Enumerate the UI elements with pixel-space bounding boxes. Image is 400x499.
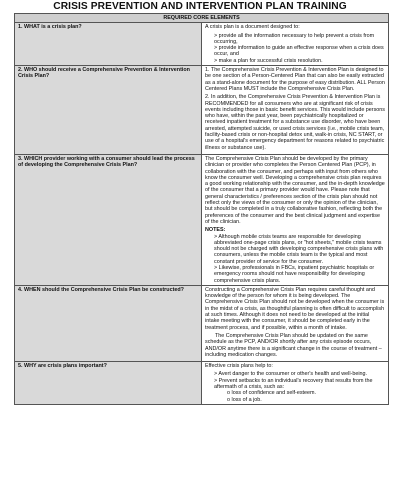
bullet-list (214, 371, 385, 390)
question-cell: 4. WHEN should the Comprehensive Crisis Plan be constructed? (15, 285, 202, 361)
question-cell: 2. WHO should receive a Comprehensive Prevention & Intervention Crisis Plan? (15, 66, 202, 155)
answer-text: 1. The Comprehensive Crisis Prevention & Intervention Plan is designed to be one section of a Person-Centered Plan that can also be easily extracted as a stand-alone document for the purpose of easy distribution. ALL Person Centered Plans MUST include the Comprehensive Crisis Plan. (205, 67, 385, 92)
table-row (15, 66, 389, 155)
bullet-list (214, 33, 385, 64)
answer-cell (202, 23, 389, 66)
question-cell: 5. WHY are crisis plans important? (15, 362, 202, 405)
list-item: > provide information to guide an effective response when a crisis does occur, and (214, 45, 385, 58)
answer-text: The Comprehensive Crisis Plan should be developed by the primary clinician or provider who completes the Person Centered Plan (PCP), in collaboration with the consumer, and perhaps with input from others who know the consumer well. Developing a comprehensive crisis plan requires a good working relationship with the consumer, and the in-depth knowledge of the consumer that a primary provider would have. Please note that general characteristics / preferences section of the crisis plan should not reflect only the views of the consumer or only the opinion of the clinician, but should be completed in a truly collaborative fashion, reflecting both the preferences of the consumer and the best clinical judgment and expertise of the clinician. (205, 155, 385, 225)
answer-cell (202, 154, 389, 285)
list-item: > provide all the information necessary to help prevent a crisis from occurring, (214, 33, 385, 46)
list-item: > Likewise, professionals in FBCs, inpatient psychiatric hospitals or emergency rooms should not have responsibility for developing comprehensive crisis plans. (214, 265, 385, 284)
list-item: o loss of a job. (227, 397, 385, 403)
list-item: > Although mobile crisis teams are responsible for developing abbreviated one-page crisis plans, or "hot sheets," mobile crisis teams should not be charged with developing comprehensive crisis plans with consumers, unless the mobile crisis team is the typical and most constant provider of service for the consumer. (214, 234, 385, 265)
question-cell: 1. WHAT is a crisis plan? (15, 23, 202, 66)
question-cell: 3. WHICH provider working with a consumer should lead the process of developing the Comprehensive Crisis Plan? (15, 154, 202, 285)
sub-list (227, 390, 385, 403)
list-item: > Prevent setbacks to an individual's recovery that results from the aftermath of a crisis, such as: (214, 378, 385, 391)
table-row (15, 23, 389, 66)
answer-cell (202, 285, 389, 361)
answer-text: Effective crisis plans help to: (205, 363, 273, 370)
answer-cell (202, 362, 389, 405)
notes-label: NOTES: (205, 227, 226, 234)
table-row (15, 362, 389, 405)
table-header: REQUIRED CORE ELEMENTS (15, 14, 389, 23)
core-elements-table (14, 13, 389, 405)
list-item: > make a plan for successful crisis resolution. (214, 58, 385, 64)
answer-cell (202, 66, 389, 155)
answer-text: The Comprehensive Crisis Plan should be updated on the same schedule as the PCP, AND/OR shortly after any crisis episode occurs, AND/OR anytime there is a significant change in the course of treatment – including medication changes. (205, 332, 382, 358)
answer-text: 2. In addition, the Comprehensive Crisis Prevention & Intervention Plan is RECOMMENDED for all consumers who are at significant risk of crisis events including those in basic benefit services. This would include persons who have, within the past year, been psychiatrically hospitalized or received inpatient treatment for a substance use disorder, who have been arrested, attempted suicide, or used crisis services (i.e., mobile crisis team, facility-based crisis or non-hospital detox unit, walk-in crisis, NC START, or use of a hospital's emergency department for reasons related to psychiatric illness or substance use). (205, 94, 385, 151)
answer-text: Constructing a Comprehensive Crisis Plan requires careful thought and knowledge of the person for whom it is being developed. The Comprehensive Crisis Plan should not be developed when the consumer is in the midst of a crisis, as thoughtful planning is often difficult to accomplish at such times. Although it does not need to be developed at the initial intake meeting with the consumer, it should be completed early in the treatment process, and if possible, within a month of intake. (205, 286, 385, 331)
bullet-list (214, 234, 385, 284)
table-row (15, 285, 389, 361)
list-item: > Avert danger to the consumer or other's health and well-being. (214, 371, 385, 377)
answer-text: A crisis plan is a document designed to: (205, 24, 300, 31)
table-row (15, 154, 389, 285)
list-item: o loss of confidence and self-esteem. (227, 390, 385, 396)
document-title: CRISIS PREVENTION AND INTERVENTION PLAN TRAINING (53, 1, 347, 12)
